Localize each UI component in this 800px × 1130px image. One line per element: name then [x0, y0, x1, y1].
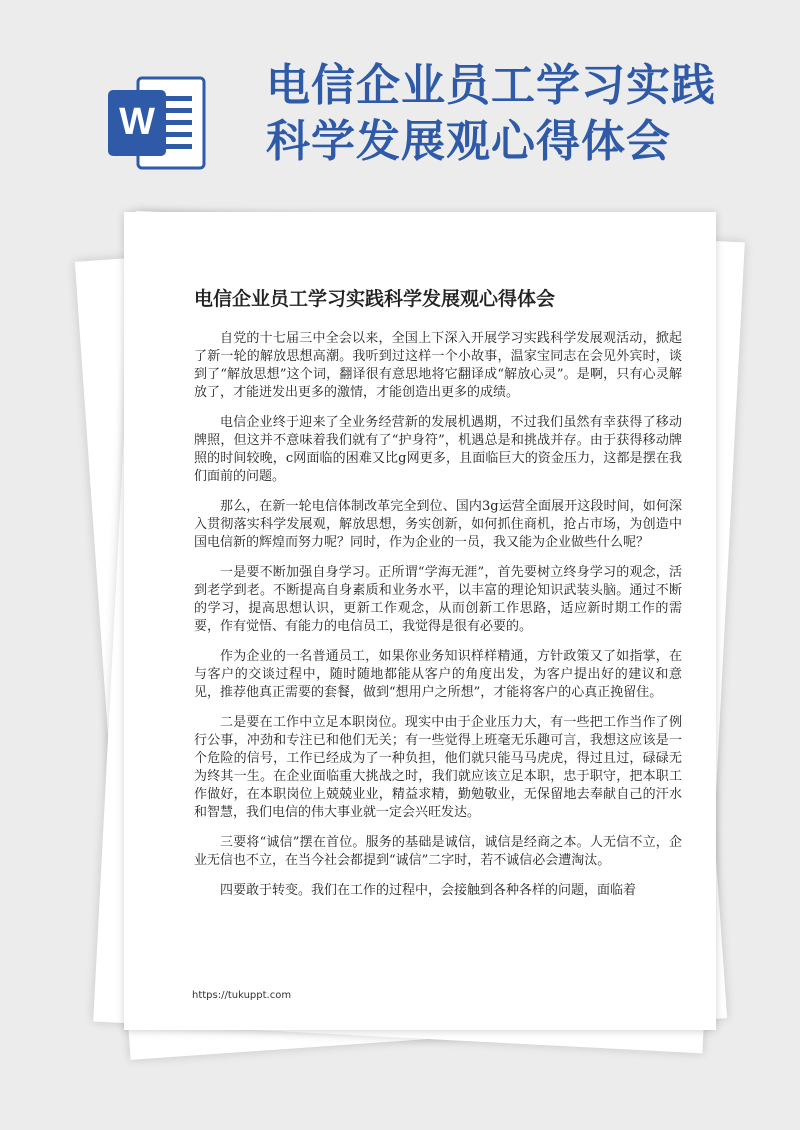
document-paragraph: 二是要在工作中立足本职岗位。现实中由于企业压力大，有一些把工作当作了例行公事，冲劲和专注已和他们无关；有一些觉得上班毫无乐趣可言，我想这应该是一个危险的信号，工作已经成为了一种负担，他们就只能马马虎虎，得过且过，碌碌无为终其一生。在企业面临重大挑战之时，我们就应该立足本职，忠于职守，把本职工作做好，在本职岗位上兢兢业业，精益求精，勤勉敬业，无保留地去奉献自己的汗水和智慧，我们电信的伟大事业就一定会兴旺发达。 [194, 715, 682, 820]
document-paragraph: 那么，在新一轮电信体制改革完全到位、国内3g运营全面展开这段时间，如何深入贯彻落实科学发展观，解放思想，务实创新，如何抓住商机，抢占市场，为创造中国电信新的辉煌而努力呢？同时，作为企业的一员，我又能为企业做些什么呢？ [194, 499, 682, 550]
banner-title-line-1: 电信企业员工学习实践 [266, 60, 716, 111]
document-paragraph: 一是要不断加强自身学习。正所谓“学海无涯”，首先要树立终身学习的观念，活到老学到老。不断提高自身素质和业务水平，以丰富的理论知识武装头脑。通过不断的学习，提高思想认识，更新工作观念，从而创新工作思路，适应新时期工作的需要，作有觉悟、有能力的电信员工，我觉得是很有必要的。 [194, 565, 682, 634]
word-document-icon [108, 70, 214, 176]
source-url: https://tukuppt.com [192, 990, 292, 1001]
document-paragraph: 三要将“诚信”摆在首位。服务的基础是诚信，诚信是经商之本。人无信不立，企业无信也不立，在当今社会都提到“诚信”二字时，若不诚信必会遭淘汰。 [194, 835, 682, 868]
document-paragraph: 作为企业的一名普通员工，如果你业务知识样样精通，方针政策又了如指掌，在与客户的交谈过程中，随时随地都能从客户的角度出发，为客户提出好的建议和意见，推荐他真正需要的套餐，做到“想用户之所想”，才能将客户的心真正挽留住。 [194, 649, 682, 700]
document-paragraph: 电信企业终于迎来了全业务经营新的发展机遇期，不过我们虽然有幸获得了移动牌照，但这并不意味着我们就有了“护身符”，机遇总是和挑战并存。由于获得移动牌照的时间较晚，c网面临的困难又比g网更多，且面临巨大的资金压力，这都是摆在我们面前的问题。 [194, 415, 682, 484]
banner-title-line-2: 科学发展观心得体会 [266, 116, 671, 167]
document-title: 电信企业员工学习实践科学发展观心得体会 [194, 288, 556, 310]
word-icon-letter: W [119, 101, 155, 143]
document-page [124, 212, 716, 1030]
document-paragraph: 四要敢于转变。我们在工作的过程中，会接触到各种各样的问题，面临着 [220, 883, 637, 898]
document-body [194, 330, 682, 900]
banner-title [266, 58, 786, 170]
document-paragraph: 自党的十七届三中全会以来，全国上下深入开展学习实践科学发展观活动，掀起了新一轮的解放思想高潮。我听到过这样一个小故事，温家宝同志在会见外宾时，谈到了“解放思想”这个词，翻译很有意思地将它翻译成“解放心灵”。是啊，只有心灵解放了，才能迸发出更多的激情，才能创造出更多的成绩。 [194, 331, 682, 400]
